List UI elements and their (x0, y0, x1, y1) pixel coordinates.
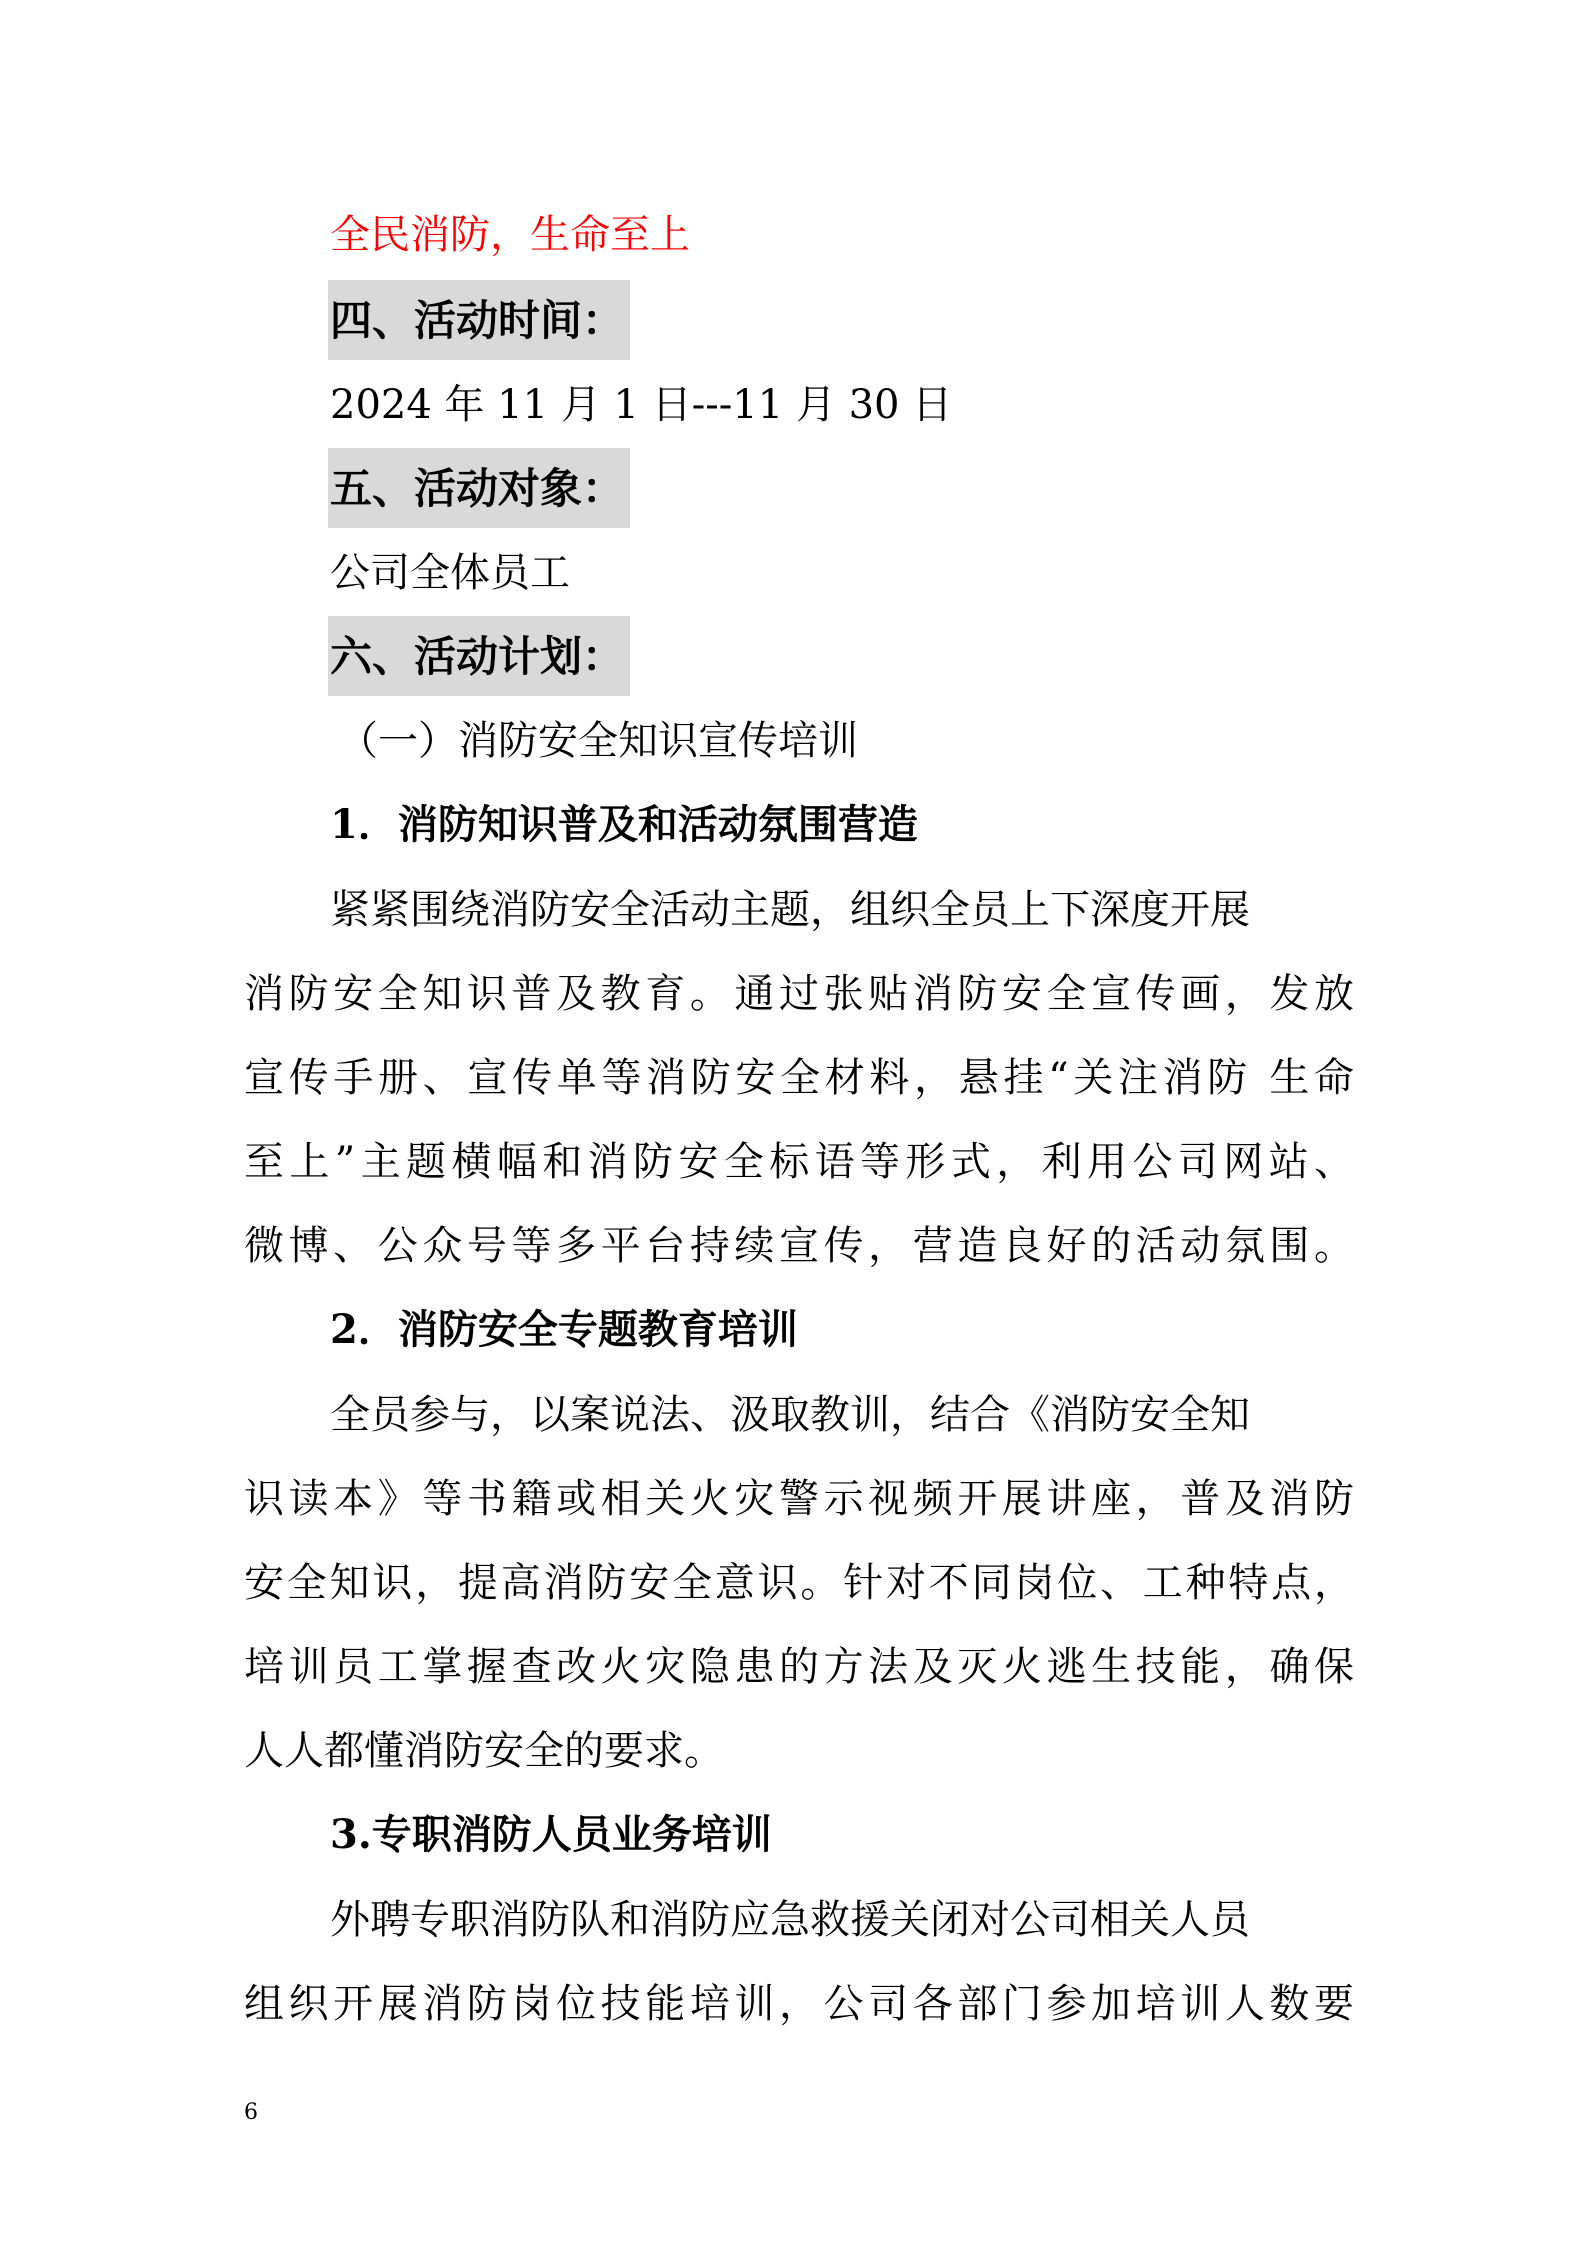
paragraph-line: 培训员工掌握查改火灾隐患的方法及灭火逃生技能，确保 (244, 1644, 1354, 1690)
paragraph-line: 人人都懂消防安全的要求。 (244, 1728, 724, 1774)
paragraph-line: 消防安全知识普及教育。通过张贴消防安全宣传画，发放 (244, 971, 1354, 1017)
item-title: 2．消防安全专题教育培训 (330, 1306, 798, 1353)
paragraph-line: 至上”主题横幅和消防安全标语等形式，利用公司网站、 (244, 1139, 1354, 1185)
page-number: 6 (244, 2100, 258, 2125)
paragraph-line: 安全知识，提高消防安全意识。针对不同岗位、工种特点， (244, 1560, 1354, 1606)
section6-heading: 六、活动计划： (330, 632, 625, 681)
paragraph-line: 紧紧围绕消防安全活动主题，组织全员上下深度开展 (330, 887, 1250, 933)
item-title: 1．消防知识普及和活动氛围营造 (330, 801, 918, 848)
paragraph-line: 微博、公众号等多平台持续宣传，营造良好的活动氛围。 (244, 1223, 1354, 1269)
item-title: 3.专职消防人员业务培训 (330, 1811, 772, 1858)
paragraph-line: 识读本》等书籍或相关火灾警示视频开展讲座，普及消防 (244, 1476, 1354, 1522)
paragraph-line: 外聘专职消防队和消防应急救援关闭对公司相关人员 (330, 1897, 1250, 1943)
section4-content: 2024 年 11 月 1 日---11 月 30 日 (330, 382, 953, 428)
paragraph-line: 组织开展消防岗位技能培训，公司各部门参加培训人数要 (244, 1981, 1354, 2027)
paragraph-line: 全员参与，以案说法、汲取教训，结合《消防安全知 (330, 1392, 1250, 1438)
paragraph-line: 宣传手册、宣传单等消防安全材料，悬挂“关注消防 生命 (244, 1055, 1354, 1101)
section5-content: 公司全体员工 (330, 550, 570, 596)
subsection-title: （一）消防安全知识宣传培训 (338, 718, 858, 764)
slogan: 全民消防，生命至上 (330, 212, 690, 258)
section4-heading: 四、活动时间： (330, 296, 625, 345)
section5-heading: 五、活动对象： (330, 464, 625, 513)
